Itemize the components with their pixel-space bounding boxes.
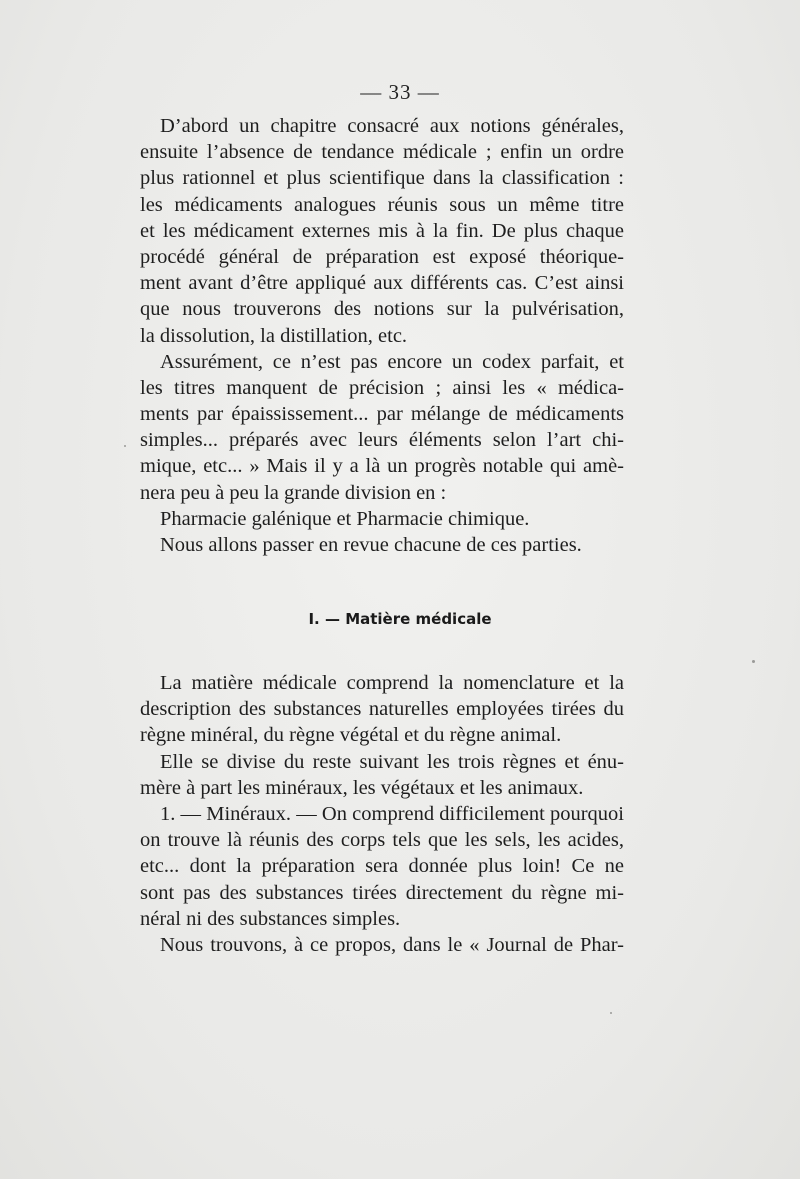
text-line: ments par épaississement... par mélange de médicaments xyxy=(140,403,624,426)
paragraph xyxy=(140,670,624,749)
text-line: nera peu à peu la grande division en : xyxy=(140,481,447,504)
text-line: etc... dont la préparation sera donnée plus loin! Ce ne xyxy=(140,855,624,878)
text-line: simples... préparés avec leurs éléments selon l’art chi- xyxy=(140,429,624,452)
text-line: La matière médicale comprend la nomenclature et la xyxy=(160,672,624,694)
text-line: mère à part les minéraux, les végétaux et les animaux. xyxy=(140,776,584,799)
text-line: les médicaments analogues réunis sous un même titre xyxy=(140,193,624,216)
text-line: D’abord un chapitre consacré aux notions générales, xyxy=(160,115,624,137)
section-heading: I. — Matière médicale xyxy=(308,610,492,628)
text-line: description des substances naturelles employées tirées du xyxy=(140,698,624,721)
paragraph xyxy=(140,801,624,932)
text-line: et les médicament externes mis à la fin. De plus chaque xyxy=(140,219,624,242)
text-line: Pharmacie galénique et Pharmacie chimique. xyxy=(160,507,530,530)
body-text-bottom xyxy=(140,670,624,958)
paragraph xyxy=(140,349,624,506)
paper-speck xyxy=(752,660,755,663)
text-line: Elle se divise du reste suivant les trois règnes et énu- xyxy=(160,750,624,773)
paragraph xyxy=(140,532,624,558)
text-line: la dissolution, la distillation, etc. xyxy=(140,324,408,347)
paper-speck xyxy=(610,1012,612,1014)
text-line: néral ni des substances simples. xyxy=(140,907,401,930)
text-line: que nous trouverons des notions sur la pulvérisation, xyxy=(140,298,624,321)
text-line: ment avant d’être appliqué aux différents cas. C’est ainsi xyxy=(140,272,624,295)
text-line: procédé général de préparation est exposé théorique- xyxy=(140,245,624,268)
page-number: — 33 — xyxy=(360,80,440,104)
body-text-top xyxy=(140,113,624,558)
text-line: Nous allons passer en revue chacune de ces parties. xyxy=(160,534,582,556)
paragraph xyxy=(140,506,624,532)
text-line: on trouve là réunis des corps tels que les sels, les acides, xyxy=(140,829,624,852)
text-line: les titres manquent de précision ; ainsi les « médica- xyxy=(140,376,624,399)
paragraph xyxy=(140,113,624,349)
text-line: mique, etc... » Mais il y a là un progrès notable qui amè- xyxy=(140,455,624,478)
text-line: ensuite l’absence de tendance médicale ; enfin un ordre xyxy=(140,141,624,164)
paragraph xyxy=(140,749,624,801)
text-line: sont pas des substances tirées directement du règne mi- xyxy=(140,881,624,904)
text-line: règne minéral, du règne végétal et du règne animal. xyxy=(140,724,562,747)
text-line: Nous trouvons, à ce propos, dans le « Journal de Phar- xyxy=(160,933,624,956)
text-line: 1. — Minéraux. — On comprend difficilement pourquoi xyxy=(160,802,624,825)
paper-speck xyxy=(124,445,126,447)
paragraph xyxy=(140,932,624,958)
text-line: Assurément, ce n’est pas encore un codex parfait, et xyxy=(160,350,624,373)
text-line: plus rationnel et plus scientifique dans la classification : xyxy=(140,167,624,190)
